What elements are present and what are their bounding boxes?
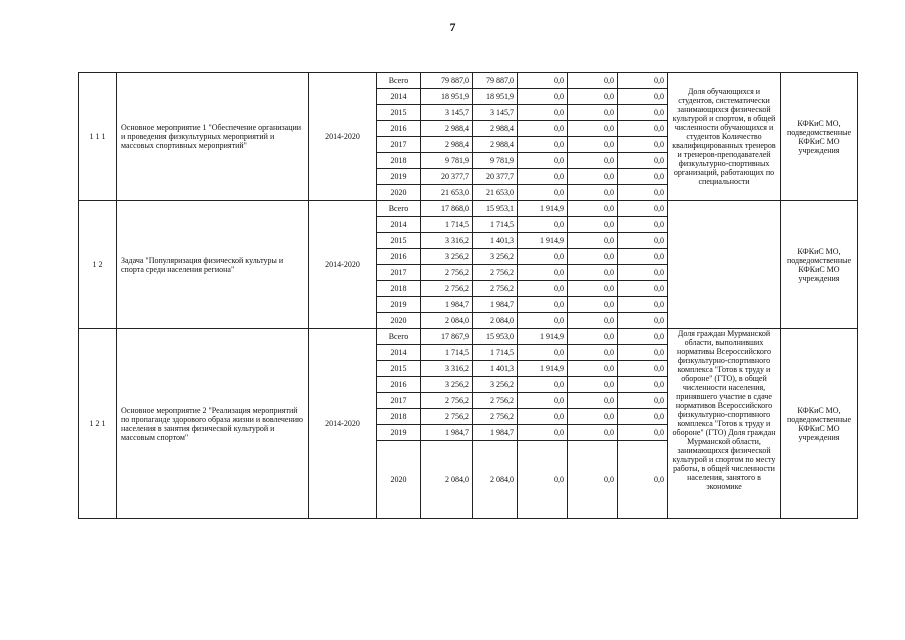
year-cell: 2014 [377,345,421,361]
federal-cell: 0,0 [518,297,568,313]
total-cell: 9 781,9 [421,153,473,169]
year-cell: 2015 [377,105,421,121]
federal-cell: 0,0 [518,393,568,409]
total-cell: 18 951,9 [421,89,473,105]
federal-cell: 0,0 [518,441,568,519]
row-code: 1 2 [79,201,117,329]
regional-cell: 3 256,2 [473,249,518,265]
local-cell: 0,0 [568,297,618,313]
federal-cell: 0,0 [518,345,568,361]
regional-cell: 2 756,2 [473,281,518,297]
year-cell: 2017 [377,265,421,281]
federal-cell: 1 914,9 [518,233,568,249]
other-cell: 0,0 [618,153,668,169]
regional-cell: 79 887,0 [473,73,518,89]
federal-cell: 0,0 [518,89,568,105]
year-cell: 2019 [377,425,421,441]
other-cell: 0,0 [618,89,668,105]
federal-cell: 0,0 [518,377,568,393]
local-cell: 0,0 [568,201,618,217]
regional-cell: 2 084,0 [473,313,518,329]
other-cell: 0,0 [618,201,668,217]
executor: КФКиС МО, подведомственные КФКиС МО учреждения [781,329,858,519]
federal-cell: 0,0 [518,137,568,153]
row-name: Основное мероприятие 1 "Обеспечение организации и проведения физкультурных мероприятий и массовых спортивных мероприятий" [117,73,309,201]
regional-cell: 18 951,9 [473,89,518,105]
local-cell: 0,0 [568,121,618,137]
year-cell: 2020 [377,441,421,519]
total-cell: 2 988,4 [421,121,473,137]
total-cell: 21 653,0 [421,185,473,201]
local-cell: 0,0 [568,217,618,233]
regional-cell: 20 377,7 [473,169,518,185]
table-body [79,73,858,519]
executor: КФКиС МО, подведомственные КФКиС МО учреждения [781,73,858,201]
target-indicator: Доля граждан Мурманской области, выполнивших нормативы Всероссийского физкультурно-спортивного комплекса "Готов к труду и обороне" (ГТО), в общей численности населения, принявшего участие в сдаче нормативов Всероссийского физкультурно-спортивного комплекса "Готов к труду и обороне" (ГТО) Доля граждан Мурманской области, занимающихся физической культурой и спортом по месту работы, в общей численности населения, занятого в экономике [668,329,781,519]
local-cell: 0,0 [568,265,618,281]
year-cell: 2016 [377,377,421,393]
local-cell: 0,0 [568,361,618,377]
federal-cell: 0,0 [518,265,568,281]
local-cell: 0,0 [568,313,618,329]
regional-cell: 1 401,3 [473,233,518,249]
local-cell: 0,0 [568,233,618,249]
local-cell: 0,0 [568,169,618,185]
year-cell: Всего [377,329,421,345]
local-cell: 0,0 [568,249,618,265]
local-cell: 0,0 [568,73,618,89]
regional-cell: 2 988,4 [473,121,518,137]
total-cell: 1 984,7 [421,425,473,441]
regional-cell: 21 653,0 [473,185,518,201]
row-code: 1 2 1 [79,329,117,519]
other-cell: 0,0 [618,185,668,201]
year-cell: 2016 [377,121,421,137]
other-cell: 0,0 [618,233,668,249]
total-cell: 3 316,2 [421,361,473,377]
row-code: 1 1 1 [79,73,117,201]
total-cell: 1 984,7 [421,297,473,313]
other-cell: 0,0 [618,105,668,121]
federal-cell: 0,0 [518,281,568,297]
regional-cell: 3 145,7 [473,105,518,121]
other-cell: 0,0 [618,281,668,297]
total-cell: 2 756,2 [421,281,473,297]
regional-cell: 9 781,9 [473,153,518,169]
target-indicator [668,201,781,329]
total-cell: 3 256,2 [421,249,473,265]
federal-cell: 1 914,9 [518,361,568,377]
regional-cell: 15 953,1 [473,201,518,217]
local-cell: 0,0 [568,89,618,105]
regional-cell: 2 756,2 [473,393,518,409]
row-period: 2014-2020 [309,201,377,329]
year-cell: 2017 [377,393,421,409]
target-indicator: Доля обучающихся и студентов, систематически занимающихся физической культурой и спортом, в общей численности обучающихся и студентов Количество квалифицированных тренеров и тренеров-преподавателей физкультурно-спортивных организаций, работающих по специальности [668,73,781,201]
total-cell: 20 377,7 [421,169,473,185]
regional-cell: 1 984,7 [473,297,518,313]
local-cell: 0,0 [568,105,618,121]
year-cell: 2019 [377,169,421,185]
other-cell: 0,0 [618,265,668,281]
year-cell: 2017 [377,137,421,153]
total-cell: 1 714,5 [421,345,473,361]
executor: КФКиС МО, подведомственные КФКиС МО учреждения [781,201,858,329]
local-cell: 0,0 [568,425,618,441]
federal-cell: 0,0 [518,169,568,185]
total-cell: 3 316,2 [421,233,473,249]
year-cell: 2018 [377,281,421,297]
other-cell: 0,0 [618,137,668,153]
year-cell: 2019 [377,297,421,313]
other-cell: 0,0 [618,377,668,393]
row-period: 2014-2020 [309,329,377,519]
regional-cell: 2 084,0 [473,441,518,519]
regional-cell: 1 714,5 [473,345,518,361]
other-cell: 0,0 [618,249,668,265]
program-table [78,72,858,519]
other-cell: 0,0 [618,425,668,441]
federal-cell: 0,0 [518,409,568,425]
year-cell: Всего [377,201,421,217]
year-cell: 2018 [377,409,421,425]
other-cell: 0,0 [618,217,668,233]
other-cell: 0,0 [618,313,668,329]
other-cell: 0,0 [618,409,668,425]
total-cell: 3 256,2 [421,377,473,393]
regional-cell: 15 953,0 [473,329,518,345]
federal-cell: 0,0 [518,185,568,201]
year-cell: 2014 [377,89,421,105]
page-number: 7 [449,20,456,34]
total-cell: 2 084,0 [421,441,473,519]
regional-cell: 1 714,5 [473,217,518,233]
year-cell: 2015 [377,233,421,249]
total-cell: 2 084,0 [421,313,473,329]
year-cell: 2020 [377,313,421,329]
total-cell: 2 988,4 [421,137,473,153]
local-cell: 0,0 [568,345,618,361]
other-cell: 0,0 [618,297,668,313]
federal-cell: 1 914,9 [518,201,568,217]
row-name: Задача "Популяризация физической культуры и спорта среди населения региона" [117,201,309,329]
federal-cell: 0,0 [518,153,568,169]
local-cell: 0,0 [568,281,618,297]
other-cell: 0,0 [618,73,668,89]
federal-cell: 1 914,9 [518,329,568,345]
regional-cell: 3 256,2 [473,377,518,393]
local-cell: 0,0 [568,137,618,153]
table-row [79,73,858,89]
local-cell: 0,0 [568,153,618,169]
year-cell: Всего [377,73,421,89]
other-cell: 0,0 [618,121,668,137]
table-row [79,329,858,345]
row-name: Основное мероприятие 2 "Реализация мероприятий по пропаганде здорового образа жизни и вовлечению населения в занятия физической культурой и массовым спортом" [117,329,309,519]
other-cell: 0,0 [618,169,668,185]
local-cell: 0,0 [568,377,618,393]
year-cell: 2020 [377,185,421,201]
federal-cell: 0,0 [518,73,568,89]
total-cell: 1 714,5 [421,217,473,233]
year-cell: 2018 [377,153,421,169]
total-cell: 2 756,2 [421,409,473,425]
other-cell: 0,0 [618,441,668,519]
row-period: 2014-2020 [309,73,377,201]
regional-cell: 1 401,3 [473,361,518,377]
year-cell: 2014 [377,217,421,233]
federal-cell: 0,0 [518,425,568,441]
other-cell: 0,0 [618,361,668,377]
other-cell: 0,0 [618,345,668,361]
year-cell: 2015 [377,361,421,377]
total-cell: 17 868,0 [421,201,473,217]
federal-cell: 0,0 [518,249,568,265]
local-cell: 0,0 [568,185,618,201]
total-cell: 2 756,2 [421,265,473,281]
federal-cell: 0,0 [518,105,568,121]
year-cell: 2016 [377,249,421,265]
total-cell: 17 867,9 [421,329,473,345]
federal-cell: 0,0 [518,217,568,233]
local-cell: 0,0 [568,409,618,425]
total-cell: 79 887,0 [421,73,473,89]
local-cell: 0,0 [568,329,618,345]
local-cell: 0,0 [568,441,618,519]
regional-cell: 1 984,7 [473,425,518,441]
total-cell: 3 145,7 [421,105,473,121]
federal-cell: 0,0 [518,121,568,137]
total-cell: 2 756,2 [421,393,473,409]
federal-cell: 0,0 [518,313,568,329]
regional-cell: 2 988,4 [473,137,518,153]
regional-cell: 2 756,2 [473,265,518,281]
other-cell: 0,0 [618,393,668,409]
other-cell: 0,0 [618,329,668,345]
regional-cell: 2 756,2 [473,409,518,425]
table-row [79,201,858,217]
local-cell: 0,0 [568,393,618,409]
